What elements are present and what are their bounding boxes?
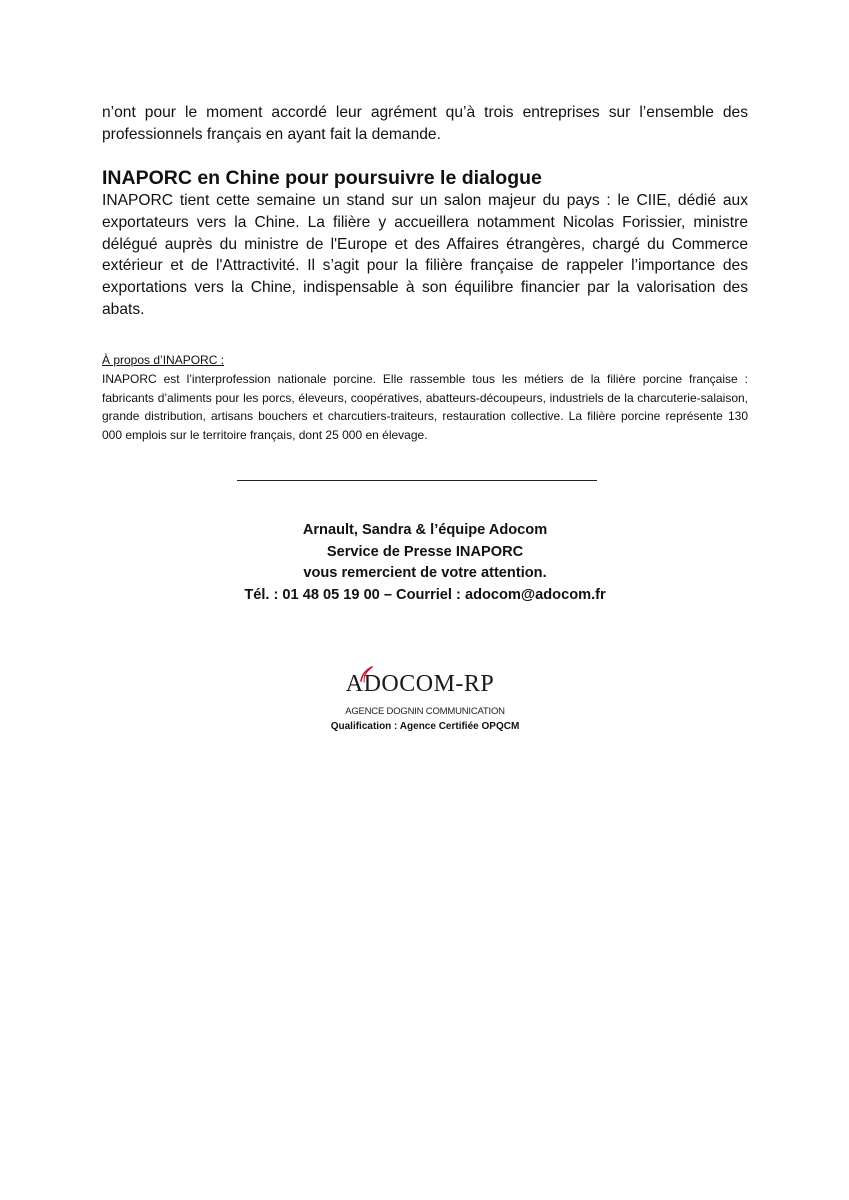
section-heading: INAPORC en Chine pour poursuivre le dialogue (102, 167, 542, 189)
about-text: INAPORC est l’interprofession nationale porcine. Elle rassemble tous les métiers de la filière porcine française : fabricants d’aliments pour les porcs, éleveurs, coopératives, abatteurs-découpeurs, industriels de la charcuterie-salaison, grande distribution, artisans bouchers et charcutiers-traiteurs, restauration collective. La filière porcine représente 130 000 emplois sur le territoire français, dont 25 000 en élevage. (102, 372, 748, 442)
logo-qualification: Qualification : Agence Certifiée OPQCM (330, 721, 520, 732)
adocom-logo (290, 664, 560, 734)
logo-agency-name: AGENCE DOGNIN COMMUNICATION (345, 706, 505, 717)
signature-names: Arnault, Sandra & l’équipe Adocom (302, 522, 548, 538)
separator-line (237, 480, 597, 481)
logo-wordmark (346, 664, 495, 704)
section-body-paragraph: INAPORC tient cette semaine un stand sur un salon majeur du pays : le CIIE, dédié aux exportateurs vers la Chine. La filière y accueillera notamment Nicolas Forissier, ministre délégué auprès du ministre de l'Europe et des Affaires étrangères, chargé du Commerce extérieur et de l'Attractivité. Il s’agit pour la filière française de rappeler l’importance des exportations vers la Chine, indispensable à son équilibre financier par la valorisation des abats. (102, 192, 748, 318)
about-title: À propos d’INAPORC : (102, 353, 225, 367)
intro-paragraph: n’ont pour le moment accordé leur agrément qu’à trois entreprises sur l’ensemble des professionnels français en ayant fait la demande. (102, 104, 748, 143)
signature-thanks: vous remercient de votre attention. (303, 565, 547, 582)
signature-contact: Tél. : 01 48 05 19 00 – Courriel : adocom@adocom.fr (244, 587, 606, 604)
signature-block (102, 520, 748, 607)
logo-wordmark-text: ADOCOM-RP (345, 671, 495, 697)
signature-service: Service de Presse INAPORC (326, 543, 524, 560)
logo-swoosh-icon (356, 666, 376, 688)
